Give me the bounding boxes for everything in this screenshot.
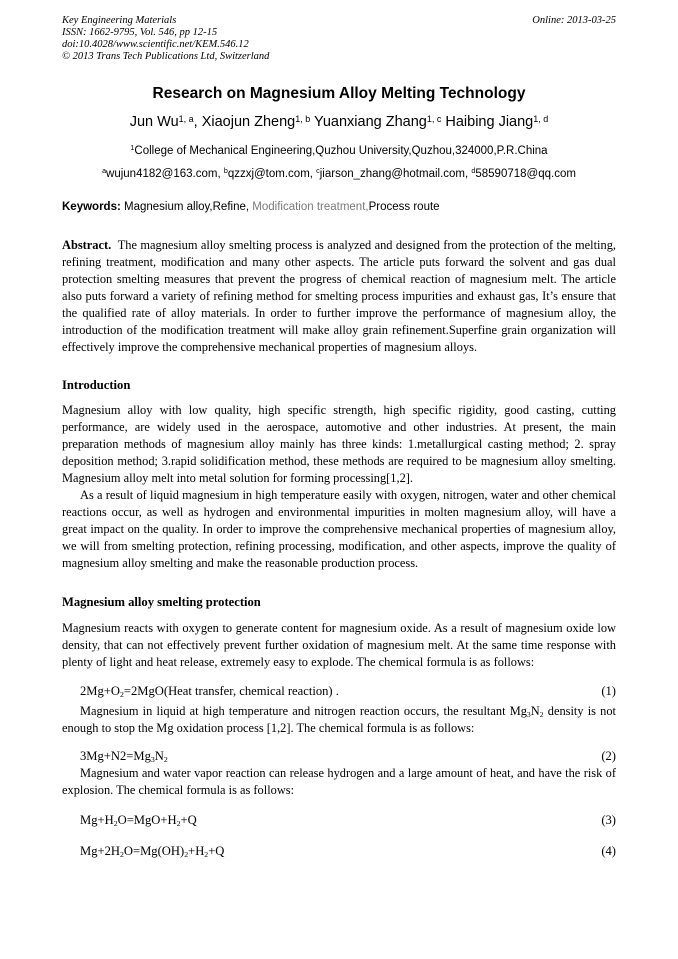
equation-3-row [62, 812, 616, 829]
equation-1-number: (1) [601, 684, 616, 698]
affiliation-line: $^1$College of Mechanical Engineering,Quzhou University,Quzhou,324000,P.R.China [130, 144, 548, 157]
introduction-paragraph-2: As a result of liquid magnesium in high temperature easily with oxygen, nitrogen, water and other chemical reactions occur, as well as hydrogen and environmental impurities in molten magnesium alloy, will have a great impact on the quality. In order to improve the comprehensive mechanical properties of magnesium alloy, we will from smelting protection, refining processing, modification, and other aspects, improve the quality of magnesium alloy smelting and make the reasonable production process. [62, 488, 616, 570]
equation-1-row [62, 683, 616, 700]
issn-volume-line: ISSN: 1662-9795, Vol. 546, pp 12-15 [62, 27, 218, 38]
abstract-paragraph: Abstract. The magnesium alloy smelting process is analyzed and designed from the protection of the melting, refining treatment, modification and many other aspects. The article puts forward the solvent and gas dual protection smelting measures that prevent the progress of chemical reaction of magnesium melt. The article also puts forward a variety of refining method for smelting process impurities and exhaust gas, It’s ensure that the qualified rate of alloy materials. In order to further improve the performance of magnesium alloy, the introduction of the modification treatment will make alloy grain refinement.Superfine grain organization will effectively improve the comprehensive mechanical properties of magnesium alloys. [62, 238, 616, 354]
equation-2-number: (2) [601, 749, 616, 763]
smelting-paragraph-2: Magnesium in liquid at high temperature and nitrogen reaction occurs, the resultant $Mg_3N_2$ density is not enough to stop the Mg oxidation process [1,2]. The chemical formula is as follows: [62, 704, 616, 735]
equation-3-number: (3) [601, 813, 616, 827]
equation-4-row [62, 843, 616, 860]
equation-1-body: $2Mg+O_2=2MgO(Heat$ transfer, chemical reaction) . [80, 684, 339, 700]
equation-3-body: $Mg+H_2O=MgO+H_2+Q$ [80, 813, 197, 829]
smelting-paragraph-1: Magnesium reacts with oxygen to generate content for magnesium oxide. As a result of magnesium oxide low density, that can not effectively prevent further oxidation of magnesium melt. At the same time response with plenty of light and heat release, extremely easy to explode. The chemical formula is as follows: [62, 621, 616, 669]
section-heading-introduction: Introduction [62, 378, 131, 392]
equation-2-body: $3Mg+N2=Mg_3N_2$ [80, 749, 168, 765]
equation-4-body: $Mg+2H_2O=Mg(OH)_2+H_2+Q$ [80, 844, 225, 860]
author-emails-line: $^a$wujun4182@163.com, $^b$qzzxj@tom.com, $^c$jiarson_zhang@hotmail.com, $^d$58590718@qq.com [102, 167, 576, 180]
equation-2-row [62, 748, 616, 765]
doi-line: doi:10.4028/www.scientific.net/KEM.546.12 [62, 39, 249, 50]
section-heading-smelting-protection: Magnesium alloy smelting protection [62, 595, 261, 609]
introduction-paragraph-1: Magnesium alloy with low quality, high specific strength, high specific rigidity, good casting, cutting performance, are widely used in the aerospace, automotive and other industries. At present, the main preparation methods of magnesium alloy mainly has three kinds: 1.metallurgical casting method; 2. spray deposition method; 3.rapid solidification method, these methods are required to be magnesium alloy smelting. Magnesium alloy melt into metal solution for forming processing[1,2]. [62, 403, 616, 485]
copyright-line: © 2013 Trans Tech Publications Ltd, Switzerland [62, 51, 270, 62]
authors-line: Jun Wu$^{1, a}$, Xiaojun Zheng$^{1, b}$ Yuanxiang Zhang$^{1, c}$ Haibing Jiang$^{1, d}$ [129, 113, 549, 130]
journal-info-block [62, 15, 269, 63]
smelting-paragraph-3: Magnesium and water vapor reaction can release hydrogen and a large amount of heat, and have the risk of explosion. The chemical formula is as follows: [62, 766, 616, 797]
paper-title: Research on Magnesium Alloy Melting Technology [152, 85, 526, 102]
online-date: Online: 2013-03-25 [532, 15, 616, 26]
keywords-line: Keywords: Magnesium alloy,Refine, Modification treatment,Process route [62, 201, 440, 213]
page-header [62, 15, 616, 63]
equation-4-number: (4) [601, 844, 616, 858]
journal-title: Key Engineering Materials [62, 15, 177, 26]
